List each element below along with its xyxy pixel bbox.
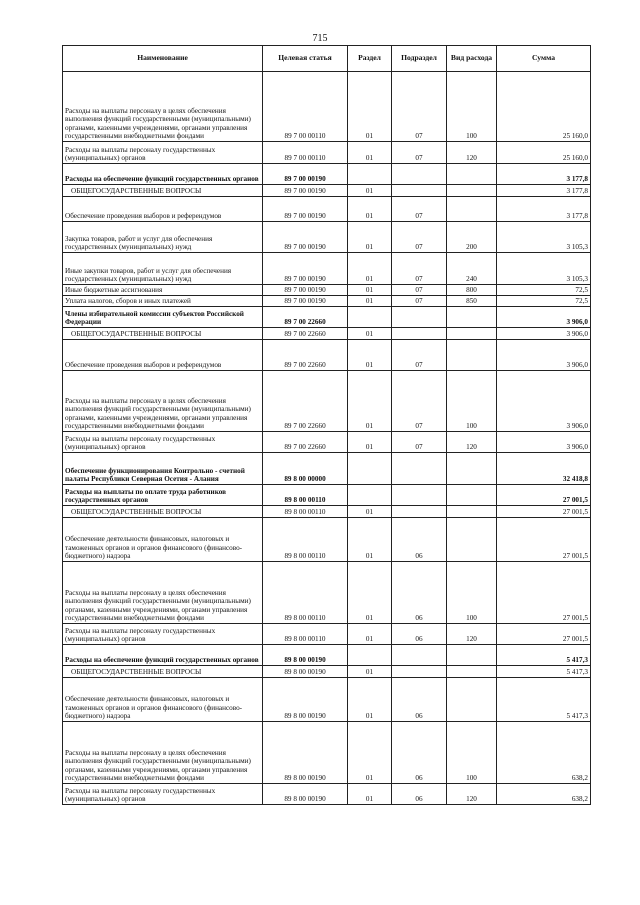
table-row — [63, 784, 591, 805]
row-section: 01 — [348, 253, 392, 285]
row-section — [348, 453, 392, 485]
row-target-article: 89 7 00 00190 — [263, 164, 348, 185]
table-row — [63, 72, 591, 142]
row-name: Обеспечение деятельности финансовых, налоговых и таможенных органов и органов финансового (финансово-бюджетного) надзора — [63, 678, 263, 722]
row-expense-type: 100 — [447, 72, 497, 142]
row-subsection — [392, 506, 447, 518]
row-target-article: 89 8 00 00190 — [263, 722, 348, 784]
table-row — [63, 296, 591, 307]
row-amount: 72,5 — [497, 296, 591, 307]
row-target-article: 89 7 00 00190 — [263, 197, 348, 222]
row-amount: 3 906,0 — [497, 340, 591, 371]
table-row — [63, 164, 591, 185]
row-subsection — [392, 485, 447, 506]
row-target-article: 89 8 00 00110 — [263, 506, 348, 518]
row-subsection: 06 — [392, 678, 447, 722]
table-row — [63, 666, 591, 678]
row-target-article: 89 7 00 22660 — [263, 371, 348, 432]
row-name: Расходы на выплаты персоналу государственных (муниципальных) органов — [63, 432, 263, 453]
row-target-article: 89 7 00 22660 — [263, 307, 348, 328]
row-subsection: 06 — [392, 562, 447, 624]
row-expense-type: 240 — [447, 253, 497, 285]
row-subsection: 06 — [392, 518, 447, 562]
row-target-article: 89 7 00 00110 — [263, 72, 348, 142]
header-amount: Сумма — [497, 46, 591, 72]
row-subsection: 07 — [392, 371, 447, 432]
row-section: 01 — [348, 624, 392, 645]
row-amount: 5 417,3 — [497, 645, 591, 666]
row-amount: 638,2 — [497, 722, 591, 784]
row-amount: 3 906,0 — [497, 328, 591, 340]
row-expense-type: 100 — [447, 722, 497, 784]
row-name: Обеспечение функционирования Контрольно - счетной палаты Республики Северная Осетия - Алания — [63, 453, 263, 485]
row-amount: 25 160,0 — [497, 72, 591, 142]
row-section: 01 — [348, 340, 392, 371]
row-target-article: 89 7 00 22660 — [263, 340, 348, 371]
row-expense-type — [447, 328, 497, 340]
table-row — [63, 562, 591, 624]
header-expense-type: Вид расхода — [447, 46, 497, 72]
row-name: Расходы на выплаты персоналу государственных (муниципальных) органов — [63, 624, 263, 645]
table-row — [63, 485, 591, 506]
row-name: Расходы на обеспечение функций государственных органов — [63, 645, 263, 666]
row-target-article: 89 7 00 00190 — [263, 253, 348, 285]
table-row — [63, 285, 591, 296]
row-expense-type — [447, 645, 497, 666]
row-section — [348, 485, 392, 506]
row-name: Уплата налогов, сборов и иных платежей — [63, 296, 263, 307]
row-subsection — [392, 307, 447, 328]
table-row — [63, 340, 591, 371]
row-expense-type: 200 — [447, 222, 497, 253]
row-expense-type: 120 — [447, 142, 497, 164]
row-name: Расходы на выплаты персоналу в целях обеспечения выполнения функций государственными (муниципальными) органами, казенными учреждениями, органами управления государственными внебюджетными фондами — [63, 371, 263, 432]
row-section: 01 — [348, 784, 392, 805]
row-section: 01 — [348, 518, 392, 562]
row-expense-type — [447, 666, 497, 678]
row-section: 01 — [348, 371, 392, 432]
table-row — [63, 432, 591, 453]
row-name: Обеспечение деятельности финансовых, налоговых и таможенных органов и органов финансового (финансово-бюджетного) надзора — [63, 518, 263, 562]
row-expense-type: 120 — [447, 432, 497, 453]
row-amount: 27 001,5 — [497, 562, 591, 624]
row-section: 01 — [348, 142, 392, 164]
row-expense-type — [447, 506, 497, 518]
row-amount: 3 177,8 — [497, 197, 591, 222]
row-subsection — [392, 453, 447, 485]
row-section — [348, 645, 392, 666]
row-expense-type — [447, 678, 497, 722]
row-amount: 27 001,5 — [497, 518, 591, 562]
row-amount: 3 105,3 — [497, 253, 591, 285]
row-target-article: 89 8 00 00190 — [263, 678, 348, 722]
row-expense-type: 100 — [447, 371, 497, 432]
row-subsection: 07 — [392, 253, 447, 285]
row-expense-type — [447, 340, 497, 371]
table-row — [63, 253, 591, 285]
row-name: ОБЩЕГОСУДАРСТВЕННЫЕ ВОПРОСЫ — [63, 506, 263, 518]
row-section: 01 — [348, 296, 392, 307]
row-target-article: 89 8 00 00190 — [263, 784, 348, 805]
row-target-article: 89 7 00 00190 — [263, 222, 348, 253]
page-number: 715 — [312, 33, 328, 44]
table-row — [63, 645, 591, 666]
table-row — [63, 518, 591, 562]
row-section — [348, 307, 392, 328]
row-amount: 3 906,0 — [497, 307, 591, 328]
row-section: 01 — [348, 666, 392, 678]
row-subsection: 06 — [392, 784, 447, 805]
row-target-article: 89 7 00 00190 — [263, 296, 348, 307]
row-section: 01 — [348, 222, 392, 253]
row-target-article: 89 7 00 22660 — [263, 328, 348, 340]
row-amount: 27 001,5 — [497, 485, 591, 506]
row-amount: 25 160,0 — [497, 142, 591, 164]
row-name: Обеспечение проведения выборов и референдумов — [63, 340, 263, 371]
row-name: Расходы на обеспечение функций государственных органов — [63, 164, 263, 185]
table-row — [63, 678, 591, 722]
table-row — [63, 328, 591, 340]
row-target-article: 89 8 00 00190 — [263, 666, 348, 678]
row-subsection: 07 — [392, 296, 447, 307]
table-row — [63, 371, 591, 432]
row-amount: 27 001,5 — [497, 506, 591, 518]
table-row — [63, 222, 591, 253]
row-expense-type: 120 — [447, 624, 497, 645]
header-section: Раздел — [348, 46, 392, 72]
table-row — [63, 197, 591, 222]
table-row — [63, 453, 591, 485]
row-amount: 72,5 — [497, 285, 591, 296]
header-name: Наименование — [63, 46, 263, 72]
row-subsection: 07 — [392, 432, 447, 453]
row-name: ОБЩЕГОСУДАРСТВЕННЫЕ ВОПРОСЫ — [63, 185, 263, 197]
row-section: 01 — [348, 562, 392, 624]
row-section: 01 — [348, 432, 392, 453]
row-subsection — [392, 185, 447, 197]
row-expense-type — [447, 197, 497, 222]
row-expense-type — [447, 518, 497, 562]
row-section: 01 — [348, 72, 392, 142]
row-target-article: 89 7 00 00190 — [263, 285, 348, 296]
row-target-article: 89 8 00 00110 — [263, 518, 348, 562]
row-name: Члены избирательной комиссии субъектов Российской Федерации — [63, 307, 263, 328]
row-target-article: 89 7 00 22660 — [263, 432, 348, 453]
row-expense-type — [447, 307, 497, 328]
row-subsection: 06 — [392, 722, 447, 784]
row-name: Расходы на выплаты персоналу в целях обеспечения выполнения функций государственными (муниципальными) органами, казенными учреждениями, органами управления государственными внебюджетными фондами — [63, 722, 263, 784]
row-amount: 5 417,3 — [497, 666, 591, 678]
row-subsection: 06 — [392, 624, 447, 645]
row-subsection: 07 — [392, 340, 447, 371]
table-row — [63, 624, 591, 645]
table-row — [63, 722, 591, 784]
row-target-article: 89 8 00 00190 — [263, 645, 348, 666]
row-section: 01 — [348, 722, 392, 784]
row-name: Закупка товаров, работ и услуг для обеспечения государственных (муниципальных) нужд — [63, 222, 263, 253]
row-name: ОБЩЕГОСУДАРСТВЕННЫЕ ВОПРОСЫ — [63, 666, 263, 678]
table-row — [63, 307, 591, 328]
row-expense-type: 120 — [447, 784, 497, 805]
table-header-row — [63, 46, 591, 72]
table-body — [63, 72, 591, 805]
row-amount: 27 001,5 — [497, 624, 591, 645]
row-section: 01 — [348, 328, 392, 340]
row-name: Расходы на выплаты персоналу государственных (муниципальных) органов — [63, 784, 263, 805]
row-subsection: 07 — [392, 142, 447, 164]
row-subsection — [392, 328, 447, 340]
row-subsection: 07 — [392, 285, 447, 296]
budget-table — [62, 45, 591, 805]
row-name: Расходы на выплаты по оплате труда работников государственных органов — [63, 485, 263, 506]
table-row — [63, 185, 591, 197]
row-expense-type — [447, 485, 497, 506]
row-name: Расходы на выплаты персоналу в целях обеспечения выполнения функций государственными (муниципальными) органами, казенными учреждениями, органами управления государственными внебюджетными фондами — [63, 562, 263, 624]
row-target-article: 89 7 00 00110 — [263, 142, 348, 164]
table-row — [63, 506, 591, 518]
row-name: Расходы на выплаты персоналу государственных (муниципальных) органов — [63, 142, 263, 164]
table-row — [63, 142, 591, 164]
row-subsection — [392, 164, 447, 185]
row-amount: 32 418,8 — [497, 453, 591, 485]
row-expense-type — [447, 185, 497, 197]
row-amount: 3 177,8 — [497, 185, 591, 197]
row-amount: 3 906,0 — [497, 371, 591, 432]
row-amount: 3 906,0 — [497, 432, 591, 453]
row-name: Иные закупки товаров, работ и услуг для обеспечения государственных (муниципальных) нужд — [63, 253, 263, 285]
row-subsection — [392, 645, 447, 666]
row-amount: 638,2 — [497, 784, 591, 805]
row-section: 01 — [348, 285, 392, 296]
row-subsection: 07 — [392, 197, 447, 222]
row-section: 01 — [348, 506, 392, 518]
row-target-article: 89 7 00 00190 — [263, 185, 348, 197]
row-target-article: 89 8 00 00110 — [263, 562, 348, 624]
row-target-article: 89 8 00 00110 — [263, 624, 348, 645]
row-subsection — [392, 666, 447, 678]
row-expense-type: 800 — [447, 285, 497, 296]
row-name: Иные бюджетные ассигнования — [63, 285, 263, 296]
row-target-article: 89 8 00 00000 — [263, 453, 348, 485]
row-section: 01 — [348, 185, 392, 197]
row-expense-type — [447, 164, 497, 185]
row-subsection: 07 — [392, 72, 447, 142]
row-target-article: 89 8 00 00110 — [263, 485, 348, 506]
row-expense-type: 100 — [447, 562, 497, 624]
row-expense-type: 850 — [447, 296, 497, 307]
row-amount: 3 177,8 — [497, 164, 591, 185]
row-name: Расходы на выплаты персоналу в целях обеспечения выполнения функций государственными (муниципальными) органами, казенными учреждениями, органами управления государственными внебюджетными фондами — [63, 72, 263, 142]
row-section: 01 — [348, 678, 392, 722]
row-name: Обеспечение проведения выборов и референдумов — [63, 197, 263, 222]
header-subsection: Подраздел — [392, 46, 447, 72]
row-subsection: 07 — [392, 222, 447, 253]
row-expense-type — [447, 453, 497, 485]
row-section — [348, 164, 392, 185]
row-amount: 5 417,3 — [497, 678, 591, 722]
row-amount: 3 105,3 — [497, 222, 591, 253]
row-name: ОБЩЕГОСУДАРСТВЕННЫЕ ВОПРОСЫ — [63, 328, 263, 340]
header-target-article: Целевая статья — [263, 46, 348, 72]
row-section: 01 — [348, 197, 392, 222]
